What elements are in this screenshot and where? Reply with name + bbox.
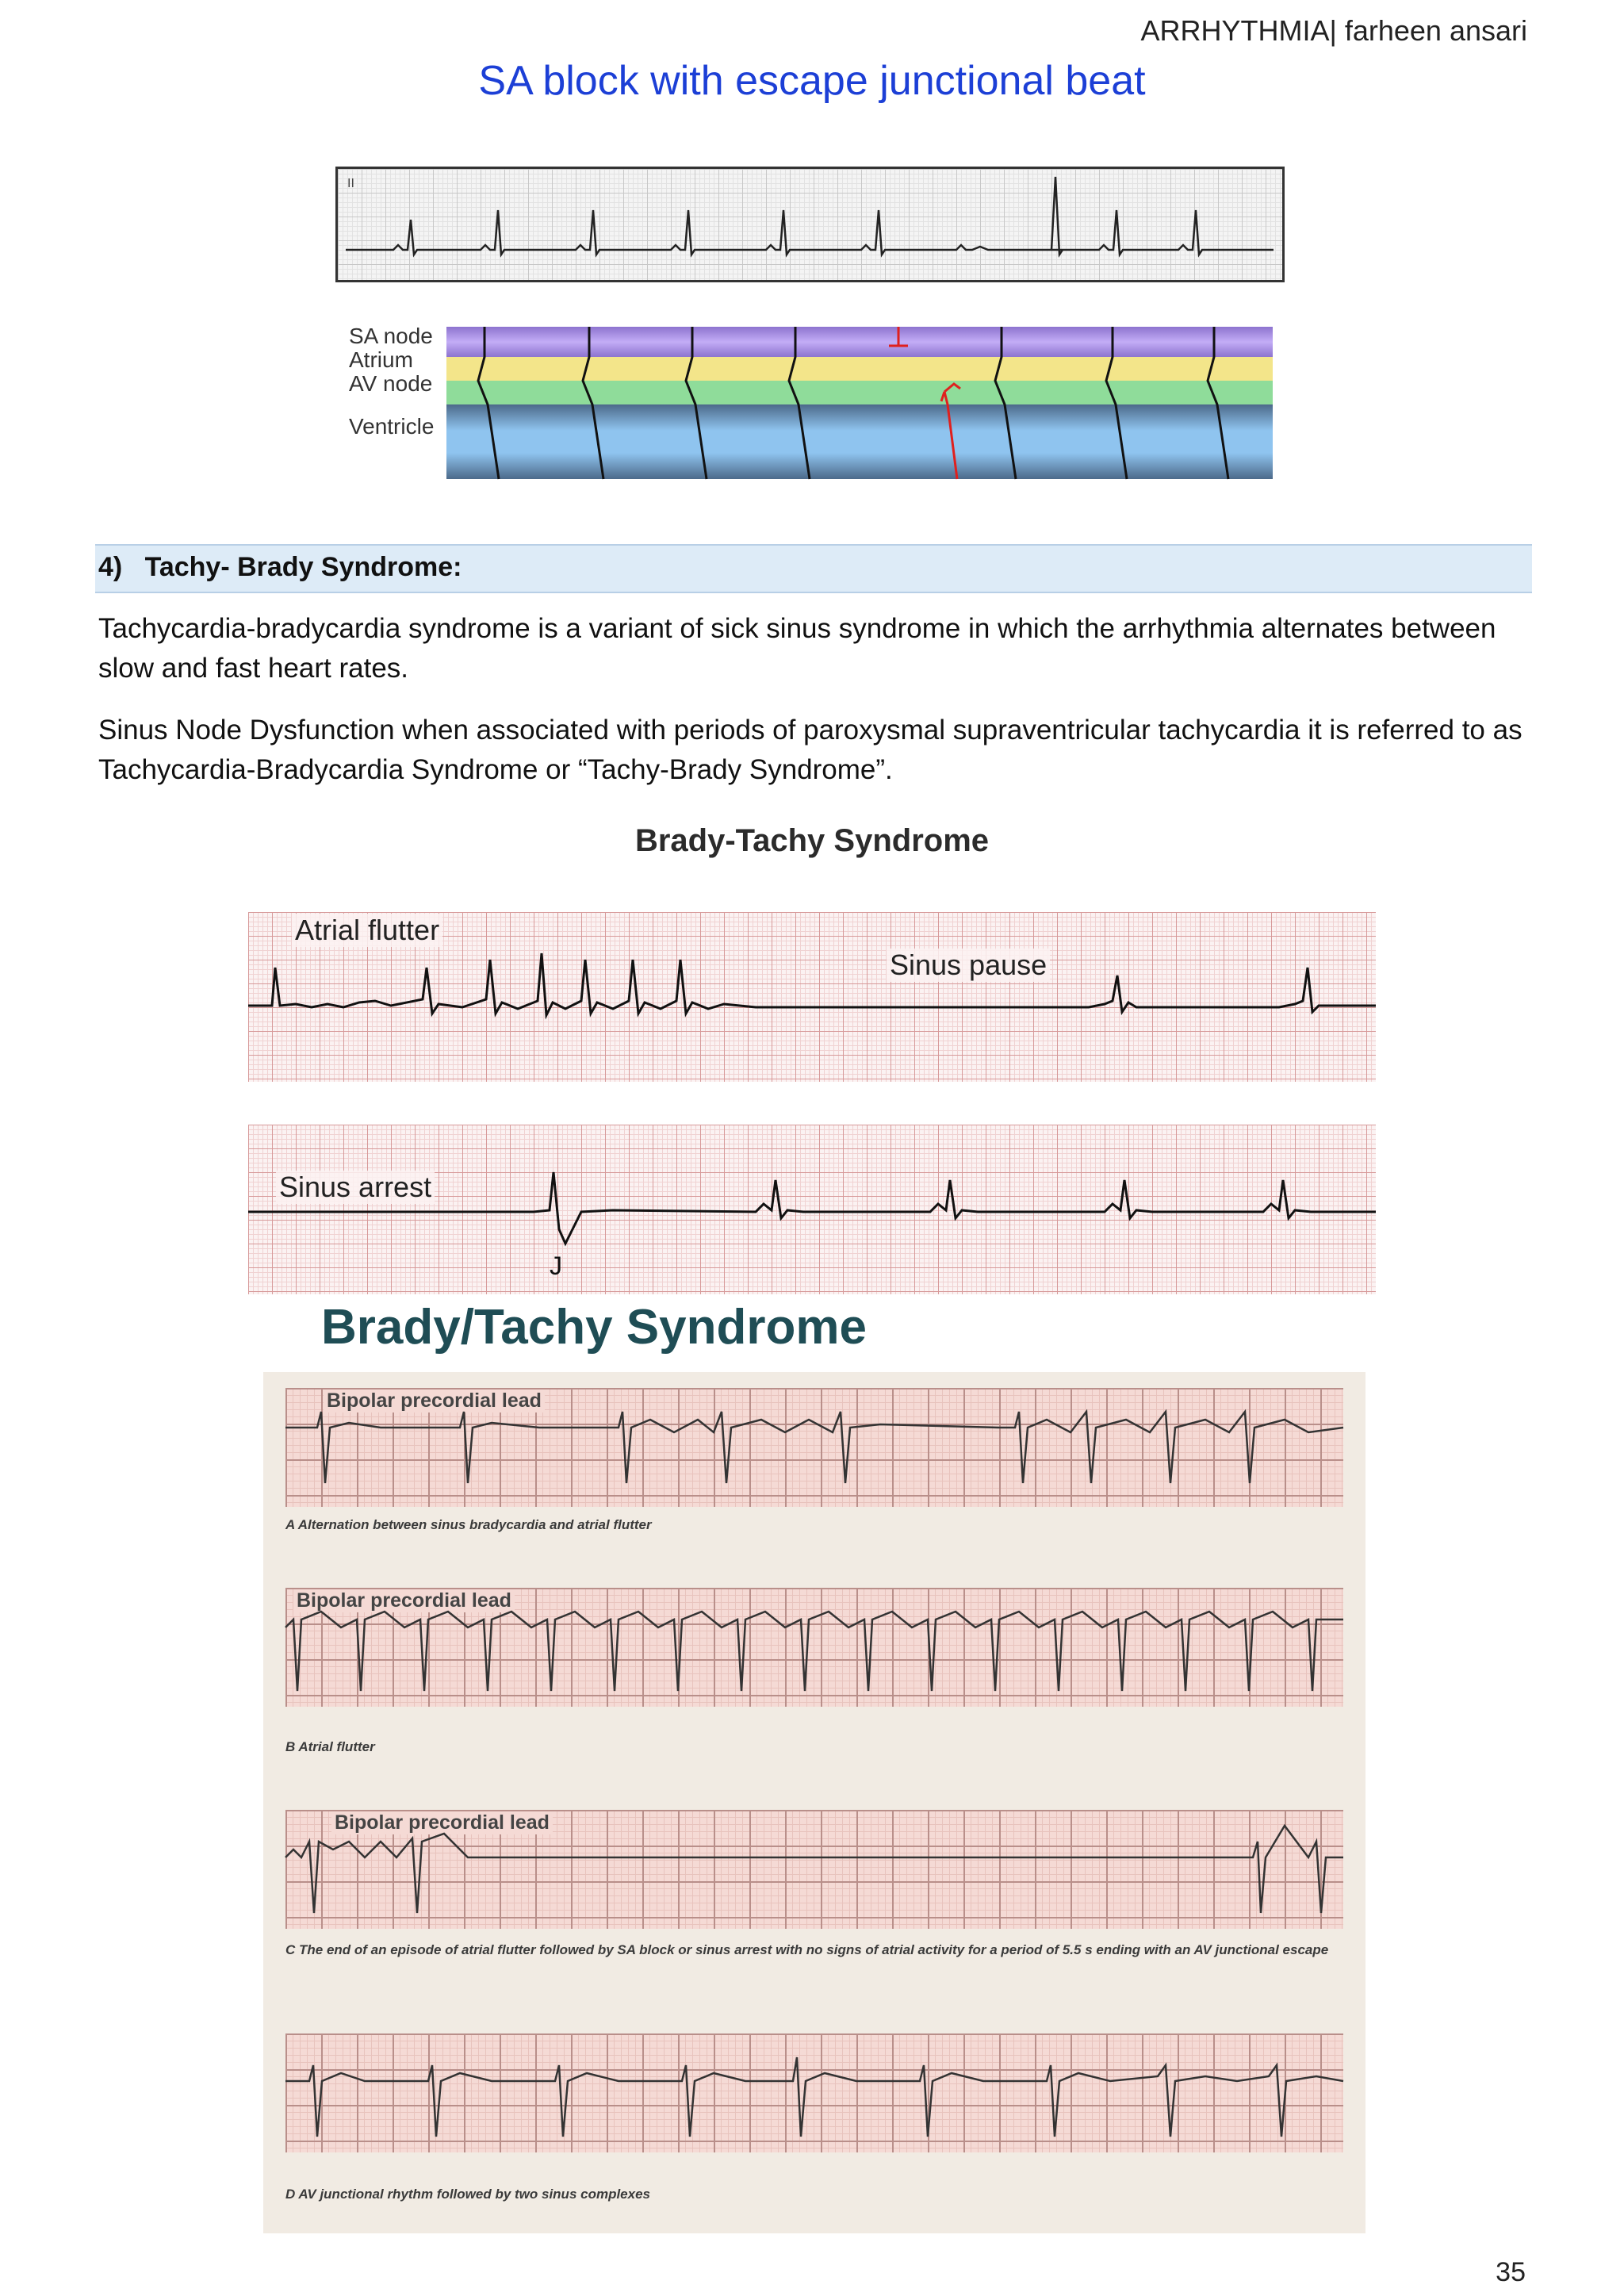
section-number: 4) [98, 552, 123, 582]
ecg-strip-sinus-arrest [248, 1125, 1376, 1294]
caption-b: B Atrial flutter [285, 1739, 375, 1754]
ladder-label-atrium: Atrium [349, 347, 413, 372]
sa-block-ecg-trace [338, 169, 1282, 280]
ladder-label-sa-node: SA node [349, 324, 433, 348]
strip-c-lead-label: Bipolar precordial lead [331, 1811, 553, 1834]
section-heading [98, 552, 462, 583]
ecg-strip-d [285, 2033, 1343, 2152]
sa-block-figure-title: SA block with escape junctional beat [478, 58, 1146, 104]
strip-a-lead-label: Bipolar precordial lead [324, 1389, 545, 1412]
ladder-label-ventricle: Ventricle [349, 414, 435, 439]
junctional-marker-label: J [550, 1251, 562, 1280]
sinus-pause-label: Sinus pause [887, 949, 1050, 982]
sa-block-ecg-strip [335, 167, 1285, 282]
ecg-strip-atrial-flutter [248, 912, 1376, 1082]
ecg-strip-a [285, 1388, 1343, 1507]
strip-b-lead-label: Bipolar precordial lead [293, 1589, 515, 1612]
ladder-band-atrium [446, 357, 1273, 381]
ecg-strip-b [285, 1588, 1343, 1707]
page-header: ARRHYTHMIA| farheen ansari [1140, 14, 1527, 47]
page-number: 35 [1496, 2257, 1526, 2287]
strip-d-trace [285, 2033, 1343, 2152]
ecg-strip-c [285, 1810, 1343, 1929]
ladder-labels [349, 324, 434, 439]
ladder-diagram [446, 327, 1273, 479]
paragraph-2: Sinus Node Dysfunction when associated with periods of paroxysmal supraventricular tachycardia it is referred to as Tachycardia-Bradycardia Syndrome or “Tachy-Brady Syndrome”. [98, 715, 1522, 785]
brady-tachy-figure-title: Brady-Tachy Syndrome [634, 823, 990, 858]
ladder-band-av-node [446, 381, 1273, 404]
brady-tachy-figure2-title: Brady/Tachy Syndrome [321, 1300, 867, 1355]
ecg-lead-label: II [347, 177, 354, 190]
atrial-flutter-label: Atrial flutter [292, 914, 442, 947]
ladder-band-ventricle [446, 404, 1273, 479]
caption-c: C The end of an episode of atrial flutter followed by SA block or sinus arrest with no signs of atrial activity for a period of 5.5 s ending with an AV junctional escape [285, 1942, 1329, 1957]
sinus-arrest-label: Sinus arrest [276, 1171, 435, 1204]
strip-a-trace [285, 1388, 1343, 1507]
caption-d: D AV junctional rhythm followed by two sinus complexes [285, 2187, 651, 2202]
paragraph-1: Tachycardia-bradycardia syndrome is a variant of sick sinus syndrome in which the arrhythmia alternates between slow and fast heart rates. [98, 613, 1496, 684]
sinus-arrest-trace [248, 1125, 1376, 1294]
section-title: Tachy- Brady Syndrome: [144, 552, 462, 582]
ladder-band-sa-node [446, 327, 1273, 357]
ladder-label-av-node: AV node [349, 371, 433, 396]
strip-c-trace [285, 1810, 1343, 1929]
caption-a: A Alternation between sinus bradycardia and atrial flutter [285, 1517, 652, 1532]
atrial-flutter-trace [248, 912, 1376, 1082]
strip-b-trace [285, 1588, 1343, 1707]
